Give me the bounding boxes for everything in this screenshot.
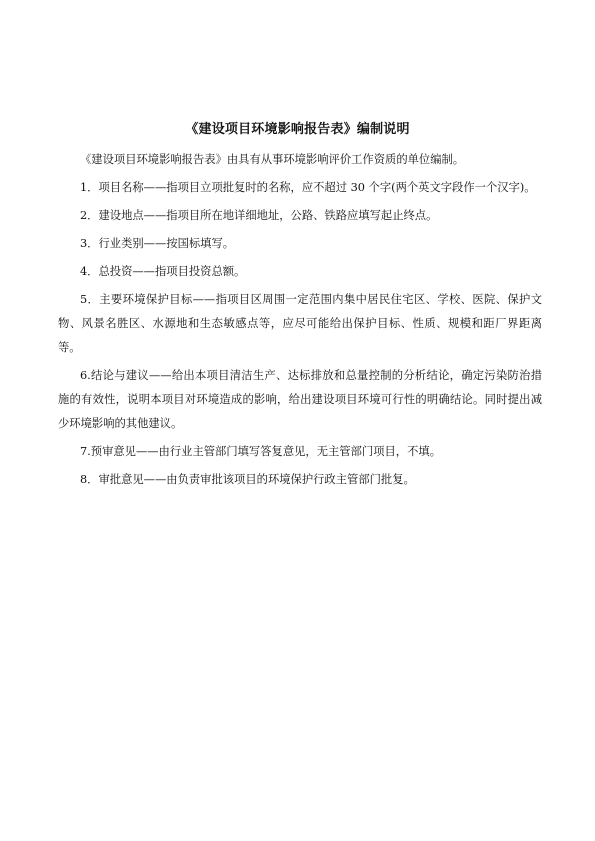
item-paragraph-7: 7.预审意见——由行业主管部门填写答复意见，无主管部门项目，不填。 [80,445,441,458]
item-paragraph-3: 3．行业类别——按国标填写。 [80,237,235,250]
item-paragraph-1: 1．项目名称——指项目立项批复时的名称，应不超过 30 个字(两个英文字段作一个汉字)。 [80,181,536,194]
item-paragraph-5: 5．主要环境保护目标——指项目区周围一定范围内集中居民住宅区、学校、医院、保护文物、风景名胜区、水源地和生态敏感点等，应尽可能给出保护目标、性质、规模和距厂界距离等。 [58,293,542,354]
item-paragraph-4: 4．总投资——指项目投资总额。 [80,265,246,278]
document-body [58,148,542,496]
item-paragraph-8: 8．审批意见——由负责审批该项目的环境保护行政主管部门批复。 [80,473,415,486]
intro-paragraph: 《建设项目环境影响报告表》由具有从事环境影响评价工作资质的单位编制。 [80,153,465,166]
document-title: 《建设项目环境影响报告表》编制说明 [185,122,410,137]
item-paragraph-6: 6.结论与建议——给出本项目清洁生产、达标排放和总量控制的分析结论，确定污染防治措施的有效性，说明本项目对环境造成的影响，给出建设项目环境可行性的明确结论。同时提出减少环境影响的其他建议。 [58,369,542,430]
item-paragraph-2: 2．建设地点——指项目所在地详细地址，公路、铁路应填写起止终点。 [80,209,438,222]
